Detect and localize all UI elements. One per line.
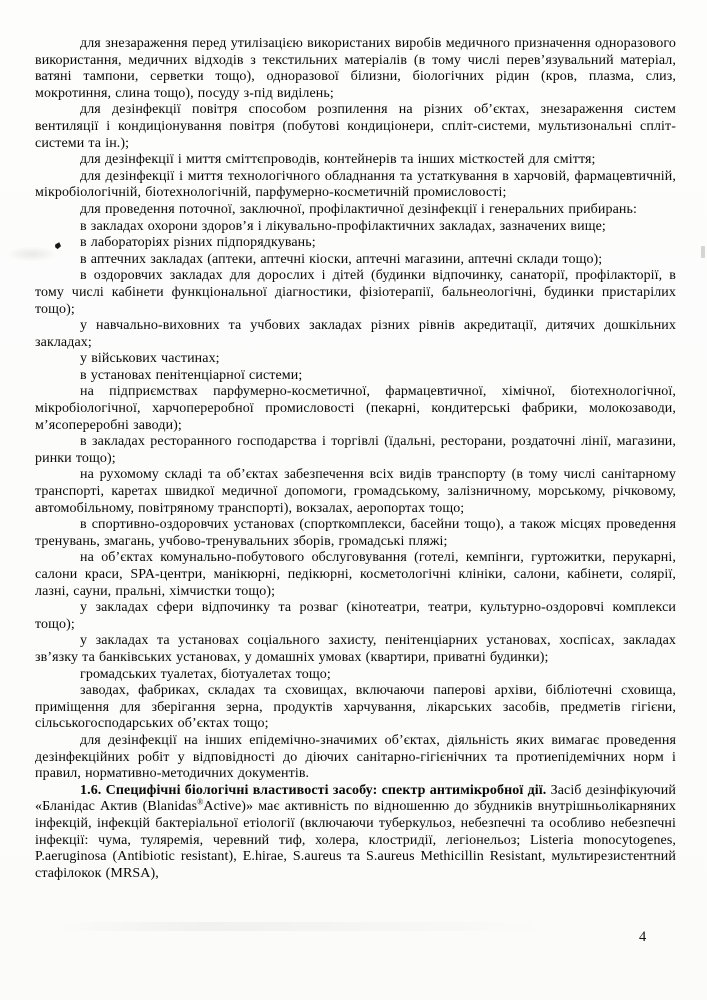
- paragraph-garbage-chutes: для дезінфекції і миття сміттєпроводів, контейнерів та інших місткостей для сміття;: [80, 152, 596, 168]
- document-body: [35, 36, 676, 882]
- list-item-penitentiary-system: в установах пенітенціарної системи;: [80, 367, 303, 383]
- list-item-public-toilets: громадських туалетах, біотуалетах тощо;: [80, 666, 331, 682]
- list-item-pharmacies: в аптечних закладах (аптеки, аптечні кіоски, аптечні магазини, аптечні склади тощо);: [80, 251, 603, 267]
- list-item-industry-enterprises: на підприємствах парфумерно-косметичної, фармацевтичної, хімічної, біотехнологічної, мікробіологічної, харчопереробної промисловості (пекарні, кондитерські фабрики, молокозаводи, м’ясопереробні заводи);: [35, 384, 676, 433]
- list-item-communal-services: на об’єктах комунально-побутового обслуговування (готелі, кемпінги, гуртожитки, перукарні, салони краси, SPA-центри, манікюрні, педікюрні, косметологічні клініки, салони, кабінети, солярії, лазні, сауни, пральні, хімчистки тощо);: [35, 550, 676, 599]
- paragraph-cleaning-types: для проведення поточної, заключної, профілактичної дезінфекції і генеральних прибирань:: [80, 201, 637, 217]
- list-item-educational-institutions: у навчально-виховних та учбових закладах різних рівнів акредитації, дитячих дошкільних закладах;: [35, 318, 676, 350]
- scan-smudge-artifact: [6, 246, 58, 262]
- page-number: 4: [639, 929, 647, 945]
- list-item-sports-facilities: в спортивно-оздоровчих установах (спорткомплекси, басейни тощо), а також місцях проведення тренувань, змагань, учбово-тренувальних зборів, громадські пляжі;: [35, 517, 676, 549]
- scan-edge-mark-artifact: [701, 246, 705, 258]
- paragraph-air-disinfection: для дезінфекції повітря способом розпилення на різних об’єктах, знезараження систем вентиляції і кондиціонування повітря (побутові кондиціонери, спліт-системи, мультизональні спліт-системи та ін.);: [35, 102, 676, 151]
- paragraph-section-1-6: [35, 783, 676, 883]
- list-item-laboratories: в лабораторіях різних підпорядкувань;: [80, 235, 316, 251]
- list-item-military-units: у військових частинах;: [80, 351, 220, 367]
- list-item-leisure-facilities: у закладах сфери відпочинку та розваг (кінотеатри, театри, культурно-оздоровчі комплекси тощо);: [35, 600, 676, 632]
- section-1-6-text: Засіб дезінфікуючий «Бланідас Актив (Blanidas: [35, 782, 676, 815]
- section-1-6-text-continued: Active)» має активність по відношенню до збудників внутрішньолікарняних інфекцій, інфекцій бактеріальної етіології (включаючи туберкульоз, небезпечні та особливо небезпечні інфекції: чума, туляремія, черевний тиф, холера, клостридії, легіонельоз; Listeria monocytogenes, P.aeruginosa (Antibiotic resistant), E.hirae, S.aureus та S.aureus Methicillin Resistant, мультирезистентний стафілокок (MRSA),: [35, 799, 676, 881]
- list-item-factories-storage: заводах, фабриках, складах та сховищах, включаючи паперові архіви, бібліотечні сховища, приміщення для зберігання зерна, продуктів харчування, лікарських засобів, предметів гігієни, сільськогосподарських об’єктах тощо;: [35, 683, 676, 732]
- paragraph-equipment-washing: для дезінфекції і миття технологічного обладнання та устаткування в харчовій, фармацевтичній, мікробіологічній, біотехнологічній, парфумерно-косметичній промисловості;: [35, 168, 676, 201]
- list-item-health-resorts: в оздоровчих закладах для дорослих і дітей (будинки відпочинку, санаторії, профілакторії, в тому числі кабінети функціональної діагностики, фізіотерапії, бальнеологічні, будинки пристарілих тощо);: [35, 268, 676, 317]
- list-item-social-protection: у закладах та установах соціального захисту, пенітенціарних установах, хоспісах, закладах зв’язку та банківських установах, у домашніх умовах (квартири, приватні будинки);: [35, 633, 676, 665]
- list-item-restaurants-trade: в закладах ресторанного господарства і торгівлі (їдальні, ресторани, роздаточні лінії, магазини, ринки тощо);: [35, 434, 676, 466]
- paragraph-other-epidemic-objects: для дезінфекції на інших епідемічно-значимих об’єктах, діяльність яких вимагає проведення дезінфекційних робіт у відповідності до діючих санітарно-гігієнічних та протиепідемічних норм і правил, нормативно-методичних документів.: [35, 732, 676, 782]
- list-item-transport: на рухомому складі та об’єктах забезпечення всіх видів транспорту (в тому числі санітарному транспорті, каретах швидкої медичної допомоги, громадському, залізничному, морському, річковому, автомобільному, повітряному транспорті), вокзалах, аеропортах тощо;: [35, 467, 676, 516]
- list-item-healthcare-facilities: в закладах охорони здоров’я і лікувально-профілактичних закладах, зазначених вище;: [80, 218, 606, 234]
- paragraph-uses-medical-waste: для знезараження перед утилізацією використаних виробів медичного призначення одноразового використання, медичних відходів з текстильних матеріалів (в тому числі перев’язувальний матеріал, ватяні тампони, серветки тощо), одноразової білизни, біологічних рідин (кров, плазма, слиз, мокротиння, слина тощо), посуду з-під виділень;: [35, 36, 676, 101]
- scan-streak-artifact: [55, 922, 555, 931]
- section-1-6-heading: 1.6. Специфічні біологічні властивості засобу: спектр антимікробної дії.: [80, 782, 547, 798]
- registered-trademark-symbol: ®: [197, 797, 204, 807]
